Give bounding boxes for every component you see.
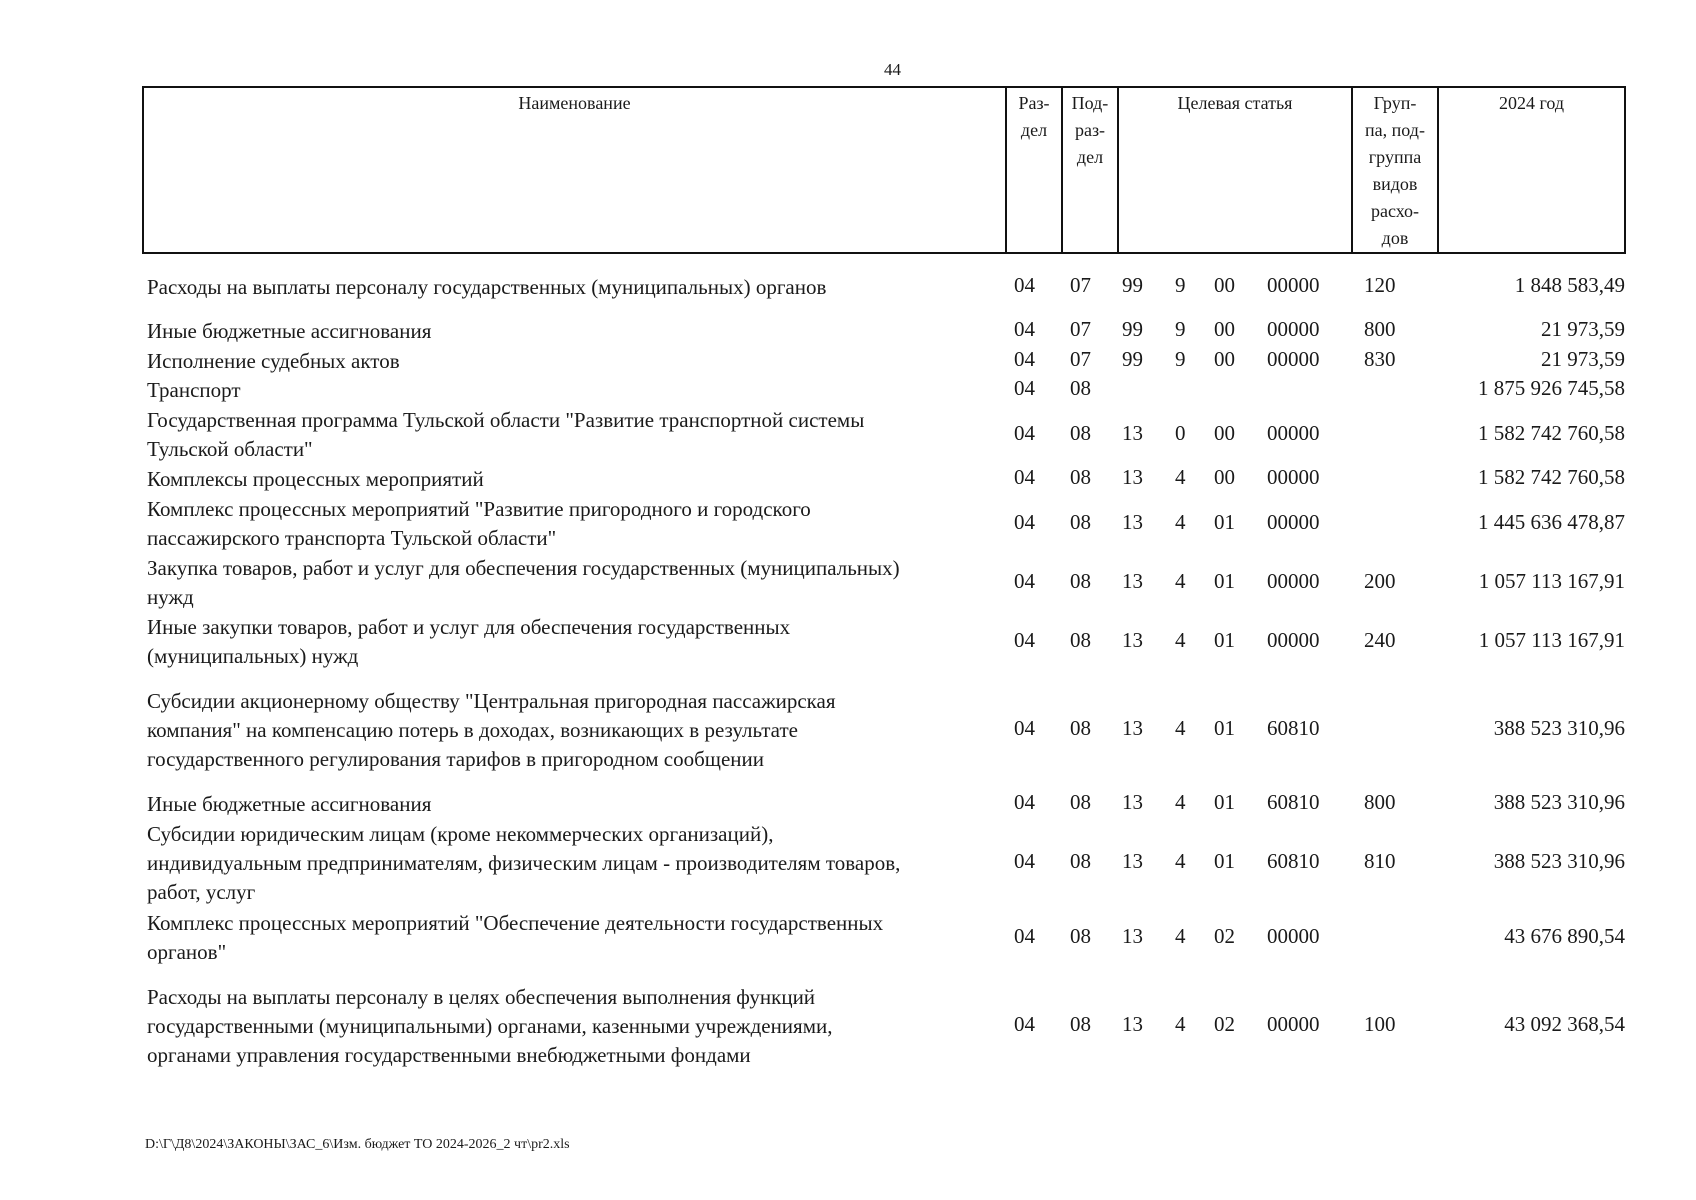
row-target-direction: 60810 (1267, 716, 1320, 740)
row-target-event: 02 (1214, 924, 1235, 948)
row-name: Расходы на выплаты персоналу в целях обеспечения выполнения функций государственными (муниципальными) органами, казенными учреждениями, органами управления государственными внебюджетными фондами (147, 985, 833, 1067)
row-amount: 21 973,59 (1541, 317, 1625, 341)
row-amount: 43 676 890,54 (1504, 924, 1625, 948)
row-expense-group: 810 (1364, 849, 1396, 873)
row-target-subprogram: 4 (1175, 569, 1186, 593)
row-amount: 1 445 636 478,87 (1478, 510, 1625, 534)
row-expense-group: 240 (1364, 628, 1396, 652)
row-target-event: 00 (1214, 317, 1235, 341)
row-amount: 1 057 113 167,91 (1478, 628, 1625, 652)
row-podrazdel: 07 (1070, 273, 1091, 297)
header-year: 2024 год (1437, 88, 1624, 252)
row-target-direction: 00000 (1267, 924, 1320, 948)
row-target-direction: 00000 (1267, 628, 1320, 652)
header-target-article: Целевая статья (1117, 88, 1351, 252)
row-razdel: 04 (1014, 924, 1035, 948)
row-expense-group: 100 (1364, 1012, 1396, 1036)
row-name: Исполнение судебных актов (147, 349, 400, 373)
row-target-subprogram: 4 (1175, 1012, 1186, 1036)
row-target-program: 13 (1122, 510, 1143, 534)
row-amount: 388 523 310,96 (1493, 716, 1625, 740)
row-target-program: 13 (1122, 628, 1143, 652)
row-target-event: 01 (1214, 716, 1235, 740)
row-razdel: 04 (1014, 273, 1035, 297)
row-target-program: 13 (1122, 924, 1143, 948)
row-razdel: 04 (1014, 465, 1035, 489)
header-podrazdel: Под- раз- дел (1061, 88, 1117, 252)
row-podrazdel: 08 (1070, 849, 1091, 873)
row-podrazdel: 08 (1070, 376, 1091, 400)
row-target-direction: 00000 (1267, 569, 1320, 593)
row-name: Комплексы процессных мероприятий (147, 467, 484, 491)
header-expense-group: Груп- па, под- группа видов расхо- дов (1351, 88, 1437, 252)
row-target-subprogram: 4 (1175, 716, 1186, 740)
row-amount: 1 875 926 745,58 (1478, 376, 1625, 400)
row-target-program: 13 (1122, 849, 1143, 873)
row-amount: 388 523 310,96 (1493, 790, 1625, 814)
row-target-subprogram: 9 (1175, 317, 1186, 341)
row-razdel: 04 (1014, 716, 1035, 740)
row-target-program: 13 (1122, 716, 1143, 740)
row-amount: 1 057 113 167,91 (1478, 569, 1625, 593)
row-target-program: 99 (1122, 273, 1143, 297)
header-razdel: Раз- дел (1005, 88, 1061, 252)
row-target-subprogram: 4 (1175, 924, 1186, 948)
row-amount: 21 973,59 (1541, 347, 1625, 371)
row-target-program: 13 (1122, 569, 1143, 593)
row-target-event: 01 (1214, 510, 1235, 534)
row-target-direction: 00000 (1267, 317, 1320, 341)
row-podrazdel: 08 (1070, 924, 1091, 948)
row-podrazdel: 08 (1070, 569, 1091, 593)
row-target-event: 01 (1214, 628, 1235, 652)
row-razdel: 04 (1014, 790, 1035, 814)
row-razdel: 04 (1014, 421, 1035, 445)
row-target-event: 01 (1214, 849, 1235, 873)
row-podrazdel: 07 (1070, 347, 1091, 371)
row-name: Иные бюджетные ассигнования (147, 792, 432, 816)
row-podrazdel: 08 (1070, 421, 1091, 445)
row-expense-group: 830 (1364, 347, 1396, 371)
row-target-subprogram: 4 (1175, 510, 1186, 534)
row-expense-group: 800 (1364, 317, 1396, 341)
row-razdel: 04 (1014, 317, 1035, 341)
row-target-direction: 00000 (1267, 510, 1320, 534)
row-target-subprogram: 0 (1175, 421, 1186, 445)
row-podrazdel: 08 (1070, 716, 1091, 740)
row-target-subprogram: 9 (1175, 273, 1186, 297)
row-target-direction: 60810 (1267, 790, 1320, 814)
row-name: Расходы на выплаты персоналу государственных (муниципальных) органов (147, 275, 827, 299)
header-name: Наименование (518, 93, 631, 113)
row-amount: 1 848 583,49 (1514, 273, 1625, 297)
row-target-subprogram: 4 (1175, 465, 1186, 489)
row-razdel: 04 (1014, 628, 1035, 652)
row-target-event: 00 (1214, 347, 1235, 371)
row-razdel: 04 (1014, 569, 1035, 593)
row-amount: 1 582 742 760,58 (1478, 421, 1625, 445)
row-target-direction: 00000 (1267, 273, 1320, 297)
row-podrazdel: 07 (1070, 317, 1091, 341)
row-expense-group: 120 (1364, 273, 1396, 297)
row-podrazdel: 08 (1070, 510, 1091, 534)
row-podrazdel: 08 (1070, 1012, 1091, 1036)
row-target-program: 13 (1122, 790, 1143, 814)
row-name: Государственная программа Тульской области "Развитие транспортной системы Тульской области" (147, 408, 865, 461)
row-name: Иные бюджетные ассигнования (147, 319, 432, 343)
row-target-event: 00 (1214, 465, 1235, 489)
row-target-event: 01 (1214, 569, 1235, 593)
row-target-event: 02 (1214, 1012, 1235, 1036)
row-target-direction: 00000 (1267, 347, 1320, 371)
row-expense-group: 200 (1364, 569, 1396, 593)
row-razdel: 04 (1014, 347, 1035, 371)
row-target-program: 99 (1122, 317, 1143, 341)
row-name: Закупка товаров, работ и услуг для обеспечения государственных (муниципальных) нужд (147, 556, 900, 609)
row-name: Иные закупки товаров, работ и услуг для обеспечения государственных (муниципальных) нужд (147, 615, 791, 668)
row-razdel: 04 (1014, 1012, 1035, 1036)
row-target-direction: 60810 (1267, 849, 1320, 873)
row-target-program: 99 (1122, 347, 1143, 371)
row-target-subprogram: 4 (1175, 790, 1186, 814)
row-podrazdel: 08 (1070, 790, 1091, 814)
row-amount: 1 582 742 760,58 (1478, 465, 1625, 489)
row-target-subprogram: 4 (1175, 849, 1186, 873)
row-target-direction: 00000 (1267, 421, 1320, 445)
row-target-event: 00 (1214, 273, 1235, 297)
row-target-direction: 00000 (1267, 1012, 1320, 1036)
row-target-direction: 00000 (1267, 465, 1320, 489)
row-target-program: 13 (1122, 465, 1143, 489)
row-target-event: 01 (1214, 790, 1235, 814)
row-podrazdel: 08 (1070, 628, 1091, 652)
row-target-event: 00 (1214, 421, 1235, 445)
row-target-subprogram: 4 (1175, 628, 1186, 652)
row-target-program: 13 (1122, 421, 1143, 445)
row-name: Комплекс процессных мероприятий "Обеспечение деятельности государственных органов" (147, 911, 884, 964)
row-podrazdel: 08 (1070, 465, 1091, 489)
row-amount: 43 092 368,54 (1504, 1012, 1625, 1036)
row-name: Субсидии юридическим лицам (кроме некоммерческих организаций), индивидуальным предпринимателям, физическим лицам - производителям товаров, работ, услуг (147, 822, 901, 904)
file-path-footer: D:\Г\Д8\2024\ЗАКОНЫ\ЗАС_6\Изм. бюджет ТО 2024-2026_2 чт\pr2.xls (145, 1137, 570, 1152)
row-razdel: 04 (1014, 510, 1035, 534)
row-razdel: 04 (1014, 849, 1035, 873)
row-amount: 388 523 310,96 (1493, 849, 1625, 873)
row-razdel: 04 (1014, 376, 1035, 400)
row-target-program: 13 (1122, 1012, 1143, 1036)
page-number: 44 (884, 60, 901, 79)
row-expense-group: 800 (1364, 790, 1396, 814)
row-name: Комплекс процессных мероприятий "Развитие пригородного и городского пассажирского транспорта Тульской области" (147, 497, 811, 550)
row-name: Субсидии акционерному обществу "Центральная пригородная пассажирская компания" на компенсацию потерь в доходах, возникающих в результате государственного регулирования тарифов в пригородном сообщении (147, 689, 836, 771)
row-target-subprogram: 9 (1175, 347, 1186, 371)
row-name: Транспорт (147, 378, 241, 402)
